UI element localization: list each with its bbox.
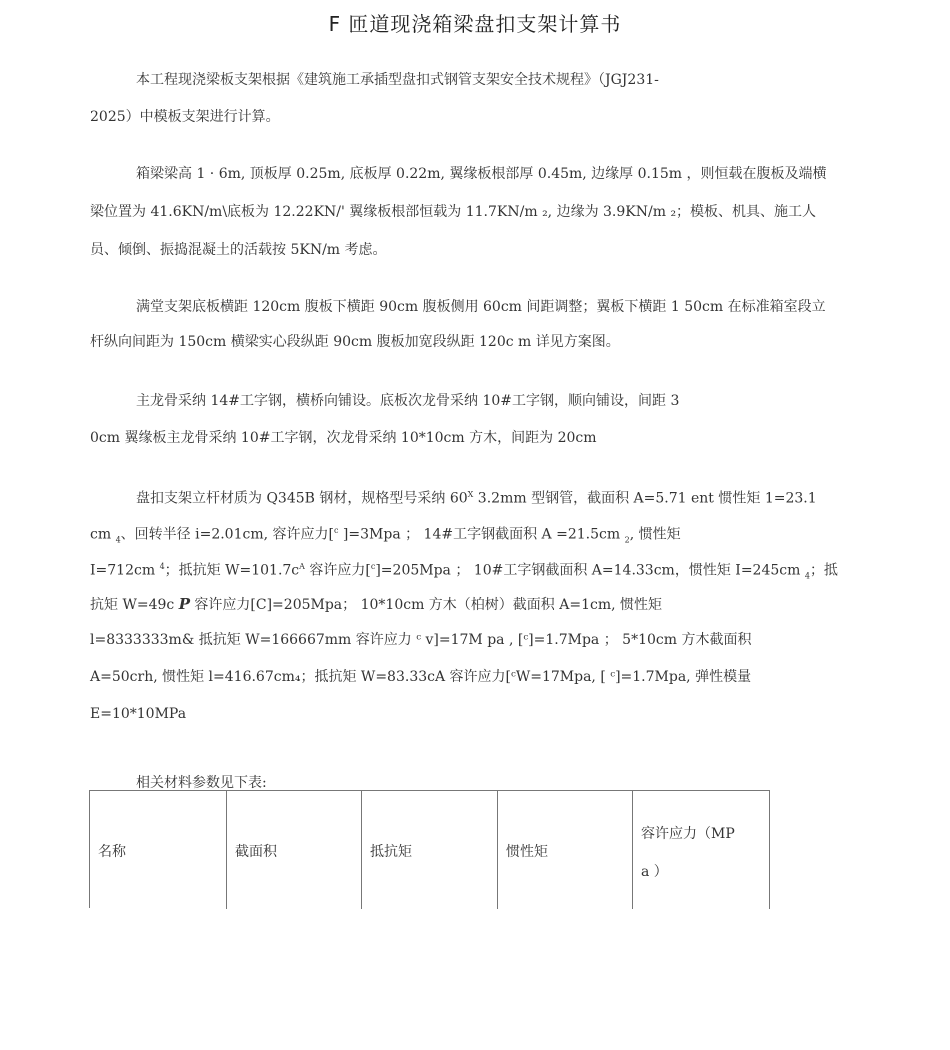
superscript: c [333,526,339,535]
paragraph-line: A=50crh, 惯性矩 l=416.67cm₄；抵抗矩 W=83.33cA 容许应力[ᶜW=17Mpa, [ ᶜ]=1.7Mpa, 弹性模量 [90,669,752,685]
text-run: 抗矩 W=49c [90,597,179,613]
text-run: 3.2mm 型钢管，截面积 A=5.71 ent 惯性矩 1=23.1 [473,490,817,507]
table-header-cell [227,791,362,909]
paragraph-line: 箱梁梁高 1 · 6m, 顶板厚 0.25m, 底板厚 0.22m, 翼缘板根部厚 0.45m, 边缘厚 0.15m ，则恒载在腹板及端横 [136,166,827,182]
table-header-area: 截面积 [235,844,277,860]
text-run: ]=205Mpa ； 10#工字钢截面积 A=14.33cm，惯性矩 I=245cm [375,562,805,579]
table-header-name: 名称 [98,844,126,860]
text-run: 容许应力[ [304,562,371,579]
paragraph-line [90,557,838,586]
table-header-allowable-stress: 容许应力（MP [641,826,735,842]
superscript: A [299,562,305,571]
subscript: 4 [804,571,810,581]
text-run: 盘扣支架立杆材质为 Q345B 钢材，规格型号采纳 60 [136,490,468,507]
text-run: cm [90,526,116,543]
paragraph-line: 杆纵向间距为 150cm 横梁实心段纵距 90cm 腹板加宽段纵距 120c m 详见方案图。 [90,334,620,350]
table-header-cell [362,791,498,909]
material-parameters-table [89,790,770,908]
superscript: 4 [159,562,165,571]
table-header-cell [498,791,633,909]
superscript: c [370,562,376,571]
table-caption: 相关材料参数见下表: [136,775,267,791]
text-run: ；抵 [809,562,838,579]
subscript: 2 [624,535,630,545]
paragraph-line: 员、倾倒、振捣混凝土的活载按 5KN/m 考虑。 [90,242,387,258]
text-run: ]=3Mpa ； 14#工字钢截面积 A =21.5cm [338,526,625,543]
paragraph-line: 满堂支架底板横距 120cm 腹板下横距 90cm 腹板侧用 60cm 间距调整；翼板下横距 1 50cm 在标准箱室段立 [136,299,826,315]
table-header-moment-of-inertia: 惯性矩 [506,844,548,860]
table-header-section-modulus: 抵抗矩 [370,844,412,860]
page-title: F 匝道现浇箱梁盘扣支架计算书 [328,12,622,36]
text-run: ；抵抗矩 W=101.7c [164,562,300,579]
text-run: 、回转半径 i=2.01cm, 容许应力[ [120,526,334,543]
paragraph-line [136,485,817,509]
text-run: 容许应力[C]=205Mpa； 10*10cm 方木（柏树）截面积 A=1cm, 惯性矩 [189,597,663,613]
text-run: I=712cm [90,562,160,579]
paragraph-line: 0cm 翼缘板主龙骨采纳 10#工字钢，次龙骨采纳 10*10cm 方木，间距为 20cm [90,430,597,446]
italic-p: P [178,595,190,613]
table-header-allowable-stress-unit: a ） [641,864,668,880]
paragraph-line: 梁位置为 41.6KN/m\底板为 12.22KN/' 翼缘板根部恒载为 11.7KN/m ₂, 边缘为 3.9KN/m ₂；模板、机具、施工人 [90,204,817,220]
paragraph-line: l=8333333m& 抵抗矩 W=166667mm 容许应力 ᶜ v]=17M pa , [ᶜ]=1.7Mpa ； 5*10cm 方木截面积 [90,632,752,648]
paragraph-line: 主龙骨采纳 14#工字钢，横桥向铺设。底板次龙骨采纳 10#工字钢，顺向铺设，间距 3 [136,393,680,409]
table-header-cell [90,791,227,909]
table-header-cell [633,791,770,909]
paragraph-line: E=10*10MPa [90,706,187,722]
superscript: X [467,490,474,499]
text-run: , 惯性矩 [629,526,681,543]
paragraph-line: 本工程现浇梁板支架根据《建筑施工承插型盘扣式钢管支架安全技术规程》（JGJ231- [136,72,659,88]
subscript: 4 [115,535,121,545]
paragraph-line: 2025）中模板支架进行计算。 [90,109,280,125]
paragraph-line [90,521,681,550]
paragraph-line [90,594,662,615]
